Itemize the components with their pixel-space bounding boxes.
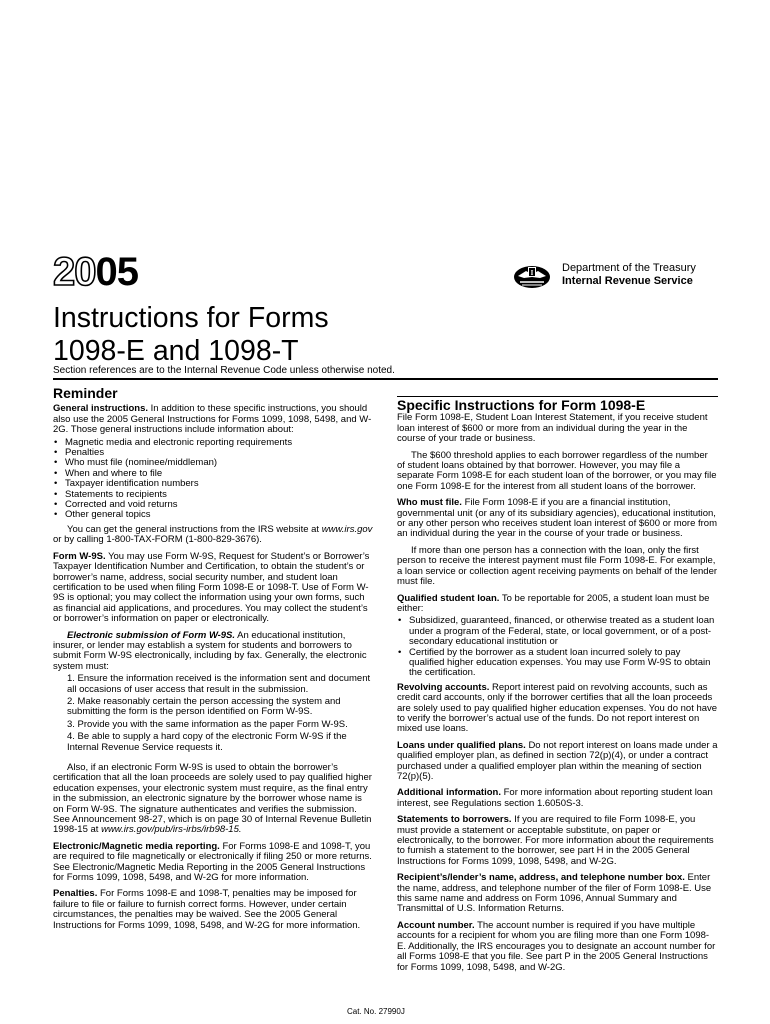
catalog-number: Cat. No. 27990J [347, 1007, 405, 1016]
threshold-paragraph: The $600 threshold applies to each borrower regardless of the number of student loans obtained by that borrower. However, you may file a separate Form 1098-E for each student loan of the borrower, or you may file one Form 1098-E for the interest from all student loans of the borrower. [397, 449, 717, 492]
penalties-heading: Penalties. [53, 888, 98, 900]
intro-paragraph: File Form 1098-E, Student Loan Interest Statement, if you receive student loan interest of $600 or more from an individual during the year in the course of your trade or business. [397, 412, 708, 445]
statements-text: If you are required to file Form 1098-E, you must provide a statement or acceptable substitute, on paper or electronically, to the borrower. For more information about the requirements to furnish a statement to the borrower, see part H in the 2005 General Instructions for Forms 1099, 1098, 5498, and W-2G. [397, 814, 714, 867]
list-item: • Penalties [53, 448, 373, 458]
list-item: • Subsidized, guaranteed, financed, or otherwise treated as a student loan under a program of the Federal, state, or local government, or of a post-secondary educational institution or [397, 616, 718, 647]
step-item: 4. Be able to supply a hard copy of the electronic Form W-9S if the Internal Revenue Service requests it. [67, 731, 347, 753]
revolving-accounts-text: Report interest paid on revolving accounts, such as credit card accounts, only if the borrower certifies that all the loan proceeds are solely used to pay qualified higher education expenses. You do not have to verify the borrower’s actual use of the funds. Do not report interest on mixed use loans. [397, 681, 718, 735]
recipient-box-heading: Recipient’s/lender’s name, address, and telephone number box. [397, 872, 685, 884]
agency-block [562, 262, 696, 288]
dept-name: Department of the Treasury [562, 262, 696, 274]
title-line-2: 1098-E and 1098-T [53, 335, 299, 367]
signature-paragraph [53, 763, 373, 836]
get-instructions-paragraph [53, 525, 373, 546]
who-must-file-heading: Who must file. [397, 497, 462, 509]
qualified-loan-heading: Qualified student loan. [397, 592, 500, 604]
additional-info-heading: Additional information. [397, 787, 501, 799]
qualified-loan-list [397, 616, 718, 678]
who-must-file-paragraph [397, 498, 718, 540]
agency-name: Internal Revenue Service [562, 275, 693, 287]
magnetic-media-heading: Electronic/Magnetic media reporting. [53, 840, 220, 852]
general-instructions-paragraph [53, 404, 373, 435]
general-instructions-text: In addition to these specific instructions, you should also use the 2005 General Instructions for Forms 1099, 1098, 5498, and W-2G. Those general instructions include information about: [53, 403, 372, 436]
section-reference-note: Section references are to the Internal Revenue Code unless otherwise noted. [53, 365, 395, 376]
electronic-submission-text: An educational institution, insurer, or lender may establish a system for students and borrowers to submit Form W-9S electronically, including by fax. Generally, the electronic system must: [53, 629, 367, 672]
step-item: 3. Provide you with the same information as the paper Form W-9S. [67, 718, 348, 730]
general-instructions-heading: General instructions. [53, 403, 149, 415]
account-number-paragraph [397, 921, 718, 973]
form-w9s-paragraph [53, 552, 373, 625]
get-text: You can get the general instructions from the IRS website at [67, 523, 320, 535]
list-item: • Certified by the borrower as a student loan incurred solely to pay qualified higher education expenses. You may use Form W-9S to obtain the certification. [397, 648, 718, 679]
list-item: • Magnetic media and electronic reporting requirements [53, 438, 373, 448]
qualified-plans-text: Do not report interest on loans made under a qualified employer plan, as defined in section 72(p)(4), or under a contract purchased under a qualified employer plan within the meaning of section 72(p)(5). [397, 739, 718, 782]
qualified-loan-paragraph [397, 594, 718, 615]
recipient-box-text: Enter the name, address, and telephone number of the filer of Form 1098-E. Use this same name and address on Form 1096, Annual Summary and Transmittal of U.S. Information Returns. [397, 872, 712, 915]
year-bold-digits: 05 [95, 250, 138, 294]
year-outline-digits: 20 [53, 250, 96, 294]
first-person-paragraph: If more than one person has a connection with the loan, only the first person to receive the interest payment must file Form 1098-E. For example, a loan service or collection agent receiving payments on behalf of the lender must file. [397, 544, 718, 588]
additional-info-text: For more information about reporting student loan interest, see Regulations section 1.6050S-3. [397, 787, 713, 809]
list-item: • When and where to file [53, 469, 373, 479]
account-number-heading: Account number. [397, 919, 475, 931]
electronic-submission-paragraph [53, 631, 373, 673]
list-item: • Taxpayer identification numbers [53, 479, 373, 489]
list-item: • Who must file (nominee/middleman) [53, 458, 373, 468]
penalties-paragraph [53, 889, 373, 931]
irs-eagle-logo-icon [512, 262, 552, 290]
specific-instructions-heading: Specific Instructions for Form 1098-E [397, 397, 646, 413]
list-item: • Other general topics [53, 510, 373, 520]
list-item: • Corrected and void returns [53, 500, 373, 510]
qualified-plans-heading: Loans under qualified plans. [397, 739, 526, 751]
irb-link[interactable]: www.irs.gov/pub/irs-irbs/irb98-15. [101, 824, 242, 836]
reminder-heading: Reminder [53, 385, 118, 401]
revolving-accounts-paragraph [397, 683, 718, 735]
form-w9s-heading: Form W-9S. [53, 550, 106, 562]
qualified-loan-text: To be reportable for 2005, a student loan must be either: [397, 592, 710, 614]
left-column [53, 385, 373, 933]
revolving-accounts-heading: Revolving accounts. [397, 681, 490, 693]
electronic-submission-heading: Electronic submission of Form W-9S. [67, 629, 236, 641]
list-item: • Statements to recipients [53, 490, 373, 500]
statements-heading: Statements to borrowers. [397, 814, 512, 826]
step-item: 2. Make reasonably certain the person accessing the system and submitting the form is the person identified on Form W-9S. [67, 695, 341, 718]
recipient-box-paragraph [397, 873, 718, 915]
irs-website-link[interactable]: www.irs.gov [321, 523, 373, 535]
page-title [53, 302, 733, 368]
signature-text: Also, if an electronic Form W-9S is used to obtain the borrower’s certification that all the loan proceeds are solely used to pay qualified higher education expenses, your electronic system must require, as the final entry in the submission, an electronic signature by the borrower whose name is on Form W-9S. The signature authenticates and verifies the submission. See Announcement 98-27, which is on page 30 of Internal Revenue Bulletin 1998-15 at [53, 762, 372, 836]
qualified-plans-paragraph [397, 741, 718, 783]
topic-list [53, 438, 373, 521]
svg-text:I: I [530, 269, 534, 277]
step-item: 1. Ensure the information received is the information sent and document all occasions of user access that result in the submission. [67, 673, 371, 695]
additional-info-paragraph [397, 788, 718, 809]
form-year [53, 252, 138, 292]
account-number-text: The account number is required if you have multiple accounts for a recipient for whom you are filing more than one Form 1098-E. Additionally, the IRS encourages you to designate an account number for all Forms 1098-E that you file. See part P in the 2005 General Instructions for Forms 1099, 1098, 5498, and W-2G. [397, 919, 716, 973]
magnetic-media-paragraph [53, 842, 373, 884]
title-line-1: Instructions for Forms [53, 302, 329, 334]
who-must-file-text: File Form 1098-E if you are a financial institution, governmental unit (or any of its subsidiary agencies), educational institution, or any other person who receives student loan interest of $600 or more from an individual during the year in the course of your trade or business. [397, 497, 718, 540]
right-column [397, 397, 718, 975]
form-w9s-text: You may use Form W-9S, Request for Student’s or Borrower’s Taxpayer Identification Number and Certification, to obtain the student’s or borrower’s name, address, social security number, and student loan certification to be used when filing Form 1098-E or 1098-T. Use of Form W-9S is optional; you may collect the information using your own forms, such as financial aid applications, and procedures. You may collect the student’s or borrower’s information on paper or electronically. [53, 550, 370, 625]
header-divider [53, 378, 718, 380]
magnetic-media-text: For Forms 1098-E and 1098-T, you are required to file magnetically or electronically if filing 250 or more returns. See Electronic/Magnetic Media Reporting in the 2005 General Instructions for Forms 1099, 1098, 5498, and W-2G for more information. [53, 840, 372, 884]
get-text-phone: or by calling 1-800-TAX-FORM (1-800-829-3676). [53, 534, 262, 546]
penalties-text: For Forms 1098-E and 1098-T, penalties may be imposed for failure to file or failure to furnish correct forms. However, under certain circumstances, the penalties may be waived. See the 2005 General Instructions for Forms 1099, 1098, 5498, and W-2G for more information. [53, 888, 361, 931]
statements-paragraph [397, 815, 718, 867]
